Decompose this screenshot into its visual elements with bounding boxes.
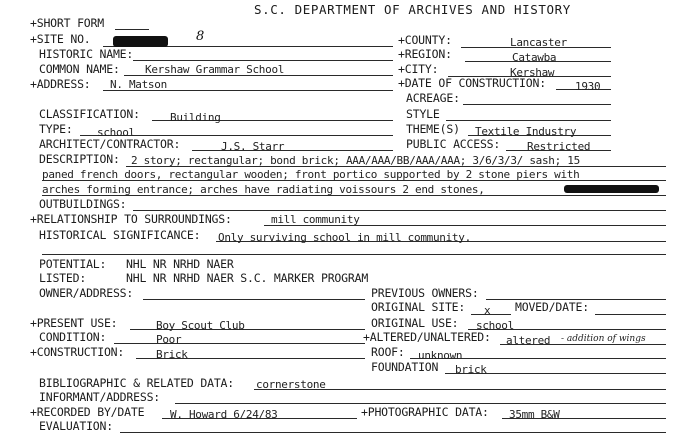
- present-use-value[interactable]: Boy Scout Club: [156, 319, 245, 332]
- condition-line: [114, 343, 365, 344]
- region-label: +REGION:: [398, 47, 452, 61]
- moved-date-label: MOVED/DATE:: [515, 300, 589, 314]
- type-value[interactable]: school: [97, 126, 135, 139]
- bibliographic-label: BIBLIOGRAPHIC & RELATED DATA:: [39, 376, 234, 390]
- address-label: +ADDRESS:: [30, 77, 91, 91]
- description-text-line-1[interactable]: 2 story; rectangular; bond brick; AAA/AAA/BB/AAA/AAA; 3/6/3/3/ sash; 15: [131, 154, 580, 167]
- present-use-label: +PRESENT USE:: [30, 316, 118, 330]
- themes-value[interactable]: Textile Industry: [475, 125, 577, 138]
- type-label: TYPE:: [39, 122, 73, 136]
- condition-label: CONDITION:: [39, 330, 107, 344]
- condition-value[interactable]: Poor: [156, 333, 182, 346]
- redaction-mark: [564, 185, 659, 193]
- public-access-label: PUBLIC ACCESS:: [406, 137, 501, 151]
- relationship-value[interactable]: mill community: [271, 213, 360, 226]
- original-site-label: ORIGINAL SITE:: [371, 300, 466, 314]
- acreage-line: [463, 104, 611, 105]
- common-name-value[interactable]: Kershaw Grammar School: [145, 63, 285, 76]
- historic-name-line: [133, 60, 393, 61]
- original-site-value[interactable]: x: [484, 304, 491, 317]
- photographic-data-value[interactable]: 35mm B&W: [509, 408, 560, 421]
- historic-name-label: HISTORIC NAME:: [39, 47, 134, 61]
- description-text-line-2[interactable]: paned french doors, rectangular wooden; front portico supported by 2 stone piers with: [42, 168, 580, 181]
- original-use-label: ORIGINAL USE:: [371, 316, 459, 330]
- short-form-line: [115, 29, 149, 30]
- relationship-label: +RELATIONSHIP TO SURROUNDINGS:: [30, 212, 232, 226]
- altered-label: +ALTERED/UNALTERED:: [363, 330, 491, 344]
- architect-label: ARCHITECT/CONTRACTOR:: [39, 137, 181, 151]
- region-value[interactable]: Catawba: [512, 51, 557, 64]
- altered-handwritten-note: - addition of wings: [561, 334, 646, 344]
- listed-label: LISTED:: [39, 271, 87, 285]
- recorded-by-label: +RECORDED BY/DATE: [30, 405, 145, 419]
- construction-value[interactable]: Brick: [156, 348, 188, 361]
- informant-line: [175, 403, 666, 404]
- potential-options[interactable]: NHL NR NRHD NAER: [126, 257, 234, 271]
- public-access-value[interactable]: Restricted: [527, 140, 591, 153]
- classification-value[interactable]: Building: [170, 111, 221, 124]
- evaluation-label: EVALUATION:: [39, 419, 113, 433]
- short-form-label: +SHORT FORM: [30, 16, 104, 30]
- moved-date-line: [595, 314, 666, 315]
- original-site-line: [471, 314, 511, 315]
- address-value[interactable]: N. Matson: [110, 78, 167, 91]
- redaction-mark: [113, 36, 168, 47]
- description-text-line-3[interactable]: arches forming entrance; arches have radiating voissours 2 end stones,: [42, 183, 485, 196]
- classification-label: CLASSIFICATION:: [39, 107, 140, 121]
- historical-significance-line-2: [42, 254, 666, 255]
- acreage-label: ACREAGE:: [406, 91, 460, 105]
- form-title: S.C. DEPARTMENT OF ARCHIVES AND HISTORY: [254, 2, 571, 17]
- photographic-data-label: +PHOTOGRAPHIC DATA:: [361, 405, 489, 419]
- style-line: [446, 120, 611, 121]
- recorded-by-value[interactable]: W. Howard 6/24/83: [170, 408, 278, 421]
- historical-significance-label: HISTORICAL SIGNIFICANCE:: [39, 228, 201, 242]
- date-of-construction-value[interactable]: 1930: [575, 80, 601, 93]
- site-no-handwritten: 8: [196, 29, 204, 44]
- city-value[interactable]: Kershaw: [510, 66, 555, 79]
- outbuildings-line: [133, 210, 666, 211]
- construction-label: +CONSTRUCTION:: [30, 345, 125, 359]
- evaluation-line: [120, 432, 666, 433]
- description-label: DESCRIPTION:: [39, 152, 120, 166]
- city-label: +CITY:: [398, 62, 439, 76]
- owner-address-label: OWNER/ADDRESS:: [39, 286, 134, 300]
- altered-value[interactable]: altered: [506, 334, 551, 347]
- architect-value[interactable]: J.S. Starr: [221, 140, 285, 153]
- previous-owners-label: PREVIOUS OWNERS:: [371, 286, 479, 300]
- style-label: STYLE: [406, 107, 440, 121]
- date-of-construction-label: +DATE OF CONSTRUCTION:: [398, 76, 546, 90]
- foundation-value[interactable]: brick: [455, 363, 487, 376]
- listed-options[interactable]: NHL NR NRHD NAER S.C. MARKER PROGRAM: [126, 271, 369, 285]
- roof-value[interactable]: unknown: [418, 349, 463, 362]
- county-label: +COUNTY:: [398, 33, 452, 47]
- owner-address-line: [143, 299, 365, 300]
- original-use-value[interactable]: school: [476, 319, 514, 332]
- site-no-label: +SITE NO.: [30, 32, 91, 46]
- potential-label: POTENTIAL:: [39, 257, 107, 271]
- historical-significance-value[interactable]: Only surviving school in mill community.: [218, 231, 471, 244]
- outbuildings-label: OUTBUILDINGS:: [39, 197, 127, 211]
- themes-label: THEME(S): [406, 122, 460, 136]
- roof-label: ROOF:: [371, 345, 405, 359]
- informant-label: INFORMANT/ADDRESS:: [39, 390, 161, 404]
- common-name-label: COMMON NAME:: [39, 62, 120, 76]
- bibliographic-value[interactable]: cornerstone: [256, 378, 326, 391]
- county-value[interactable]: Lancaster: [510, 36, 567, 49]
- foundation-label: FOUNDATION: [371, 360, 439, 374]
